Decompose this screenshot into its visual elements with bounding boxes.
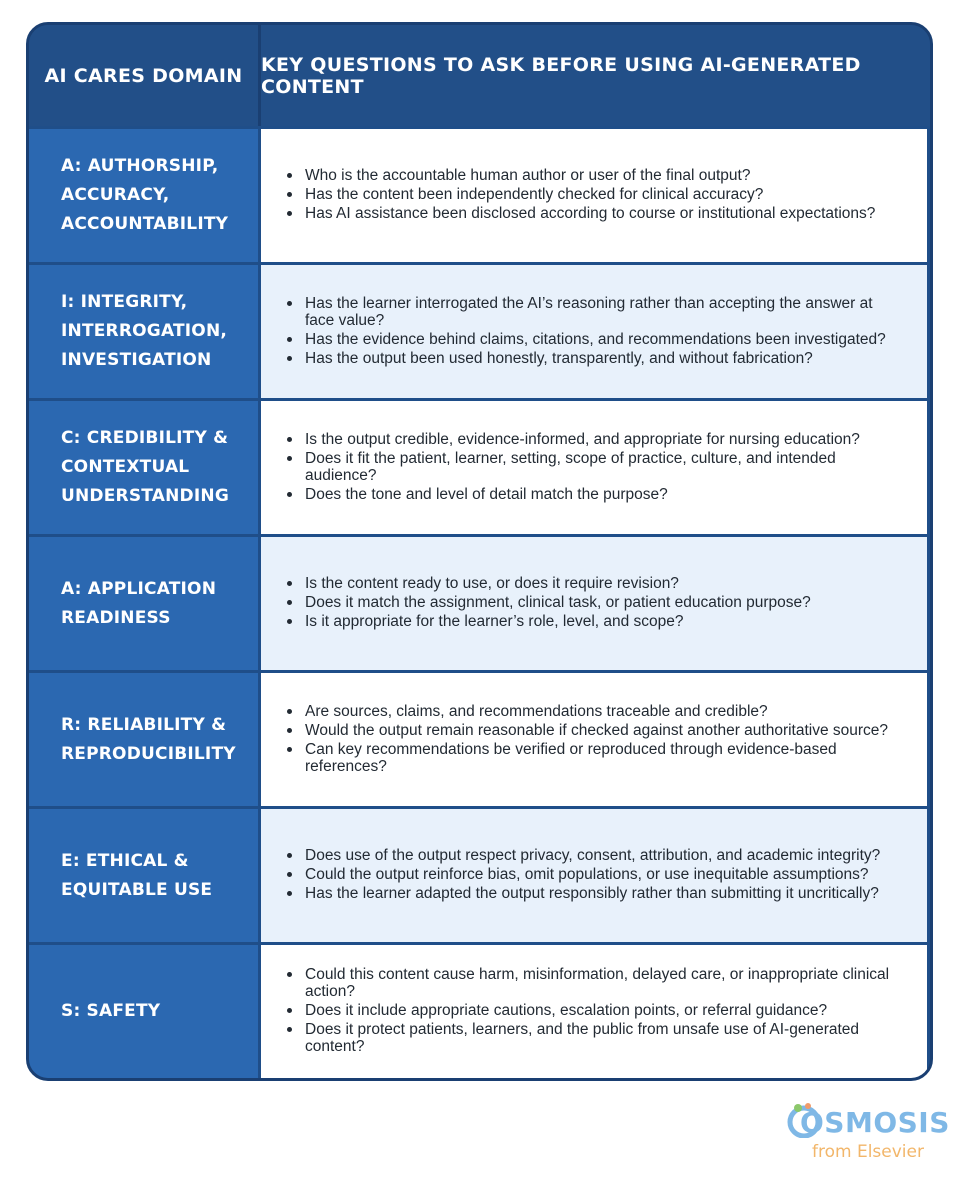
question-item: Is the content ready to use, or does it require revision?: [285, 575, 905, 592]
questions-cell: [261, 537, 927, 670]
domain-label: [61, 152, 228, 239]
question-item: Has the evidence behind claims, citations, and recommendations been investigated?: [285, 331, 905, 348]
domain-label-line: A: APPLICATION: [61, 578, 217, 599]
domain-label: [61, 288, 227, 375]
question-list: [285, 295, 905, 369]
table-row: [29, 945, 930, 1078]
domain-label-line: I: INTEGRITY,: [61, 292, 188, 312]
domain-column-header: AI CARES DOMAIN: [44, 64, 243, 87]
question-item: Has the output been used honestly, transparently, and without fabrication?: [285, 350, 905, 367]
questions-cell: [261, 129, 927, 262]
table-row: [29, 809, 930, 942]
table-row: [29, 401, 930, 534]
domain-cell: [29, 537, 258, 670]
question-item: Who is the accountable human author or user of the final output?: [285, 167, 905, 184]
question-item: Could the output reinforce bias, omit populations, or use inequitable assumptions?: [285, 866, 905, 883]
domain-label-line: READINESS: [61, 607, 171, 628]
question-list: [285, 703, 905, 777]
question-item: Is the output credible, evidence-informed, and appropriate for nursing education?: [285, 431, 905, 448]
questions-cell: [261, 945, 927, 1078]
domain-label-line: INTERROGATION,: [61, 321, 228, 341]
question-item: Does it include appropriate cautions, escalation points, or referral guidance?: [285, 1002, 905, 1019]
osmosis-logo-wordmark: OSMOSIS: [800, 1106, 950, 1139]
domain-label-line: C: CREDIBILITY &: [61, 428, 229, 448]
question-list: [285, 167, 905, 224]
domain-label: [61, 997, 160, 1026]
domain-label-line: REPRODUCIBILITY: [61, 743, 236, 764]
question-item: Has the learner adapted the output responsibly rather than submitting it uncritically?: [285, 885, 905, 902]
domain-label: [61, 711, 236, 769]
domain-label-line: S: SAFETY: [61, 1001, 161, 1021]
question-item: Is it appropriate for the learner’s role, level, and scope?: [285, 613, 905, 630]
question-item: Does use of the output respect privacy, consent, attribution, and academic integrity?: [285, 847, 905, 864]
osmosis-logo: [786, 1100, 950, 1166]
table-row: [29, 265, 930, 398]
question-list: [285, 575, 905, 632]
table-header: [29, 25, 930, 126]
table-row: [29, 537, 930, 670]
domain-cell: [29, 945, 258, 1078]
domain-label-line: UNDERSTANDING: [61, 486, 229, 506]
questions-cell: [261, 809, 927, 942]
domain-label: [61, 847, 212, 905]
domain-label-line: R: RELIABILITY &: [61, 714, 227, 735]
osmosis-logo-tagline: from Elsevier: [812, 1142, 924, 1162]
questions-cell: [261, 265, 927, 398]
questions-cell: [261, 673, 927, 806]
domain-label-line: E: ETHICAL &: [61, 850, 189, 871]
table-row: [29, 673, 930, 806]
question-item: Does it match the assignment, clinical task, or patient education purpose?: [285, 594, 905, 611]
question-item: Has AI assistance been disclosed according to course or institutional expectations?: [285, 205, 905, 222]
question-item: Are sources, claims, and recommendations traceable and credible?: [285, 703, 905, 720]
question-item: Does the tone and level of detail match the purpose?: [285, 486, 905, 503]
question-item: Does it protect patients, learners, and the public from unsafe use of AI-generated content?: [285, 1021, 905, 1055]
question-item: Has the content been independently checked for clinical accuracy?: [285, 186, 905, 203]
question-item: Would the output remain reasonable if checked against another authoritative source?: [285, 722, 905, 739]
question-item: Could this content cause harm, misinformation, delayed care, or inappropriate clinical action?: [285, 966, 905, 1000]
questions-cell: [261, 401, 927, 534]
domain-label: [61, 575, 216, 633]
table-row: [29, 129, 930, 262]
domain-cell: [29, 401, 258, 534]
domain-cell: [29, 265, 258, 398]
question-list: [285, 966, 905, 1057]
question-item: Can key recommendations be verified or reproduced through evidence-based references?: [285, 741, 905, 775]
domain-cell: [29, 673, 258, 806]
domain-cell: [29, 129, 258, 262]
domain-label-line: ACCOUNTABILITY: [61, 214, 229, 234]
question-item: Does it fit the patient, learner, setting, scope of practice, culture, and intended audience?: [285, 450, 905, 484]
ai-cares-table: [26, 22, 933, 1081]
domain-label-line: A: AUTHORSHIP,: [61, 156, 219, 176]
domain-label-line: INVESTIGATION: [61, 350, 212, 370]
question-item: Has the learner interrogated the AI’s reasoning rather than accepting the answer at face value?: [285, 295, 905, 329]
domain-label-line: ACCURACY,: [61, 185, 170, 205]
question-list: [285, 431, 905, 505]
domain-label: [61, 424, 229, 511]
domain-label-line: EQUITABLE USE: [61, 879, 213, 900]
domain-label-line: CONTEXTUAL: [61, 457, 190, 477]
domain-cell: [29, 809, 258, 942]
questions-column-header: KEY QUESTIONS TO ASK BEFORE USING AI-GENERATED CONTENT: [261, 53, 861, 98]
question-list: [285, 847, 905, 904]
